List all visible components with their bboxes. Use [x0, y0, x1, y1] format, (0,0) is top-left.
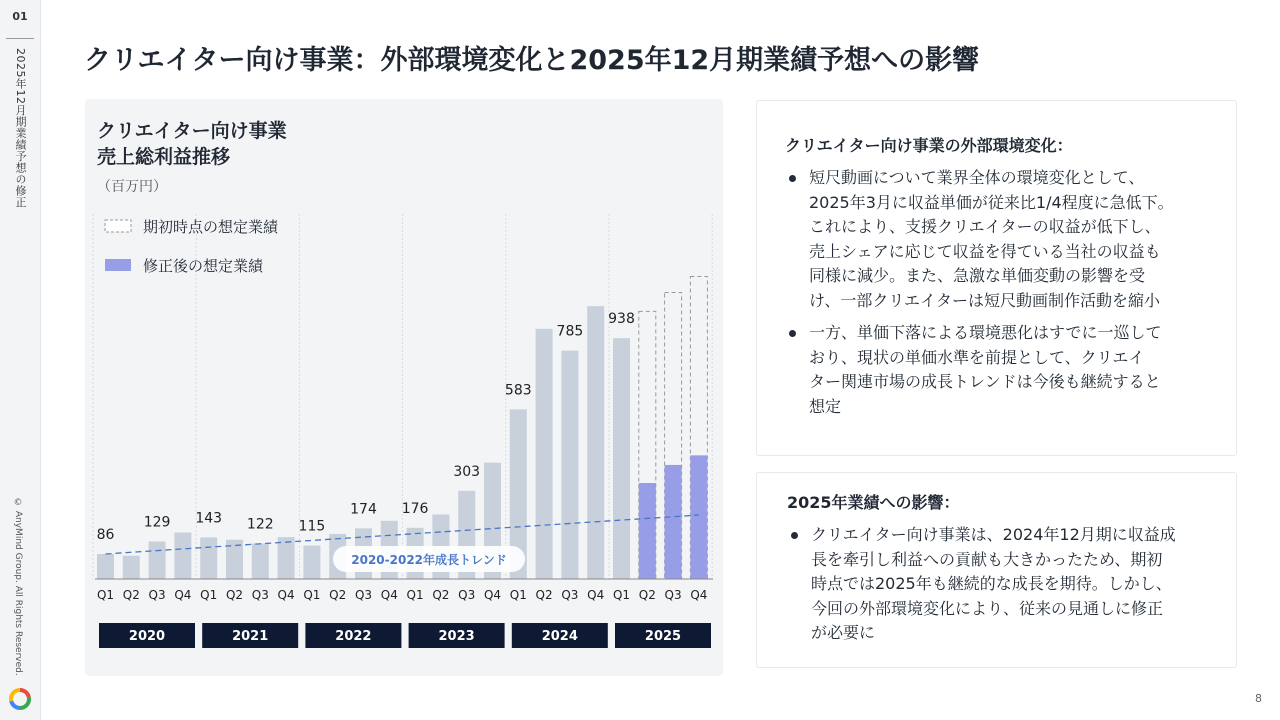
bullet-line: ター関連市場の成長トレンドは今後も継続すると [809, 372, 1161, 391]
legend-revised-swatch [105, 259, 131, 271]
quarter-tick-label: Q4 [174, 588, 192, 602]
chart-unit: （百万円） [97, 179, 167, 195]
legend-revised-label: 修正後の想定業績 [143, 257, 264, 275]
card1-bullet-list [785, 166, 1212, 419]
data-label: 174 [350, 501, 377, 518]
quarter-tick-label: Q4 [690, 588, 708, 602]
bullet-line: 2025年3月に収益単価が従来比1/4程度に急低下。 [809, 192, 1174, 212]
chart-title-line2: 売上総利益推移 [97, 146, 231, 168]
actual-bar [200, 537, 217, 579]
quarter-tick-label: Q2 [329, 588, 347, 602]
gross-profit-chart [85, 99, 723, 676]
quarter-tick-label: Q2 [432, 588, 450, 602]
card2-bullet [787, 523, 1216, 646]
bullet-line: 想定 [809, 396, 842, 416]
card1-bullet [785, 166, 1212, 313]
year-label: 2023 [438, 629, 475, 644]
quarter-tick-label: Q4 [380, 588, 398, 602]
page-number: 8 [1255, 692, 1262, 705]
data-label: 129 [143, 514, 171, 531]
quarter-tick-label: Q1 [200, 588, 218, 602]
data-label: 143 [195, 510, 223, 527]
year-label: 2021 [232, 629, 269, 644]
sidebar-divider [6, 38, 34, 39]
actual-bar [536, 329, 553, 579]
year-label: 2024 [541, 629, 578, 644]
actual-bar [278, 537, 295, 579]
page-title: クリエイター向け事業：外部環境変化と2025年12月期業績予想への影響 [84, 45, 980, 76]
anymind-logo-icon [9, 688, 31, 710]
copyright-text: © AnyMind Group. All Rights Reserved. [13, 498, 23, 676]
quarter-tick-label: Q2 [535, 588, 553, 602]
actual-bar [587, 306, 604, 579]
x-axis [95, 579, 713, 648]
quarter-tick-label: Q3 [354, 588, 373, 602]
actual-bar [149, 541, 166, 579]
chart-title-line1: クリエイター向け事業 [97, 120, 287, 142]
quarter-tick-label: Q3 [458, 588, 476, 602]
data-label: 583 [504, 382, 532, 399]
card1-heading: クリエイター向け事業の外部環境変化： [785, 136, 1073, 155]
revised-forecast-bar [690, 455, 707, 579]
bullet-line: 同様に減少。また、急激な単価変動の影響を受 [809, 266, 1146, 285]
chart-panel [85, 99, 723, 676]
actual-bar [97, 554, 114, 579]
quarter-tick-label: Q4 [277, 588, 295, 602]
revised-forecast-bar [665, 465, 682, 579]
quarter-tick-label: Q1 [303, 588, 321, 602]
quarter-tick-label: Q2 [225, 588, 244, 602]
card1-bullet [785, 321, 1212, 419]
bullet-line: 時点では2025年も継続的な成長を期待。しかし、 [811, 574, 1172, 593]
bullet-line: クリエイター向け事業は、2024年12月期に収益成 [811, 525, 1176, 544]
quarter-tick-label: Q2 [638, 588, 656, 602]
quarter-tick-label: Q2 [122, 588, 140, 602]
quarter-tick-label: Q3 [148, 588, 166, 602]
section-number: 01 [12, 10, 28, 23]
quarter-tick-label: Q3 [251, 588, 269, 602]
actual-bar [174, 532, 191, 579]
revised-forecast-bar [639, 483, 656, 579]
quarter-tick-label: Q1 [406, 588, 424, 602]
data-label: 785 [556, 323, 584, 340]
data-labels [97, 311, 635, 543]
bullet-line: 売上シェアに応じて収益を得ている当社の収益も [809, 241, 1161, 261]
year-label: 2020 [128, 629, 166, 644]
data-label: 115 [298, 518, 326, 535]
external-environment-card [756, 100, 1237, 456]
actual-bar [561, 351, 578, 579]
legend-initial-swatch [105, 220, 131, 232]
data-label: 122 [246, 516, 274, 533]
impact-card [756, 472, 1237, 668]
year-label: 2022 [335, 629, 372, 644]
quarter-tick-label: Q3 [561, 588, 579, 602]
quarter-tick-label: Q1 [612, 588, 631, 602]
actual-bar [303, 546, 320, 579]
data-label: 303 [453, 463, 481, 480]
quarter-tick-label: Q1 [509, 588, 527, 602]
bullet-line: け、一部クリエイターは短尺動画制作活動を縮小 [809, 290, 1161, 310]
actual-bar [252, 544, 269, 579]
data-label: 176 [401, 500, 429, 517]
data-label: 86 [96, 526, 115, 543]
card2-heading: 2025年業績への影響： [787, 493, 960, 512]
bullet-line: これにより、支援クリエイターの収益が低下し、 [809, 217, 1161, 236]
data-label: 938 [608, 311, 635, 328]
actual-bar [613, 338, 630, 579]
bullet-line: 短尺動画について業界全体の環境変化として、 [809, 168, 1145, 187]
bullet-line: 一方、単価下落による環境悪化はすでに一巡して [809, 323, 1162, 342]
bullet-line: 今回の外部環境変化により、従来の見通しに修正 [811, 598, 1164, 618]
bullet-line: おり、現状の単価水準を前提として、クリエイ [809, 347, 1145, 367]
legend-initial-label: 期初時点の想定業績 [143, 218, 279, 236]
quarter-tick-label: Q3 [664, 588, 682, 602]
sidebar [0, 0, 41, 720]
card2-bullet-list [787, 523, 1216, 646]
bullet-line: が必要に [811, 623, 876, 642]
quarter-tick-label: Q4 [483, 588, 502, 602]
actual-bar [123, 556, 140, 579]
bullet-line: 長を牽引し利益への貢献も大きかったため、期初 [811, 549, 1163, 569]
quarter-tick-label: Q1 [96, 588, 115, 602]
year-label: 2025 [644, 629, 682, 644]
trend-label: 2020-2022年成長トレンド [351, 553, 507, 567]
quarter-tick-label: Q4 [587, 588, 605, 602]
sidebar-vertical-title: 2025年12月期業績予想の修正 [14, 48, 27, 208]
